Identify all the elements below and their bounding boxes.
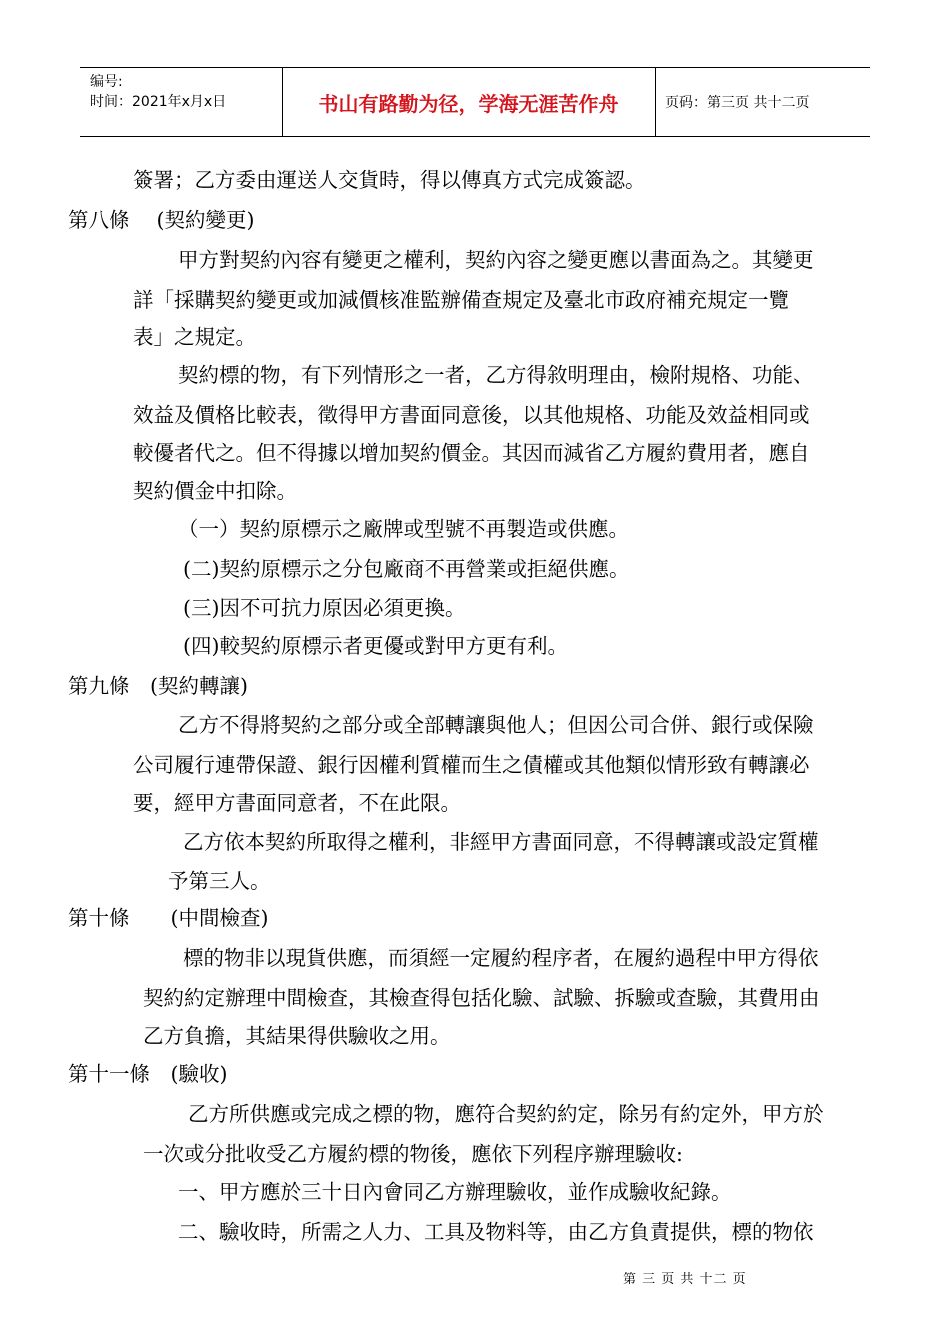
number-label: 编号: [90,74,123,90]
text-line: 詳「採購契約變更或加減價核准監辦備查規定及臺北市政府補充規定一覽 [133,288,789,312]
header-divider [655,68,656,136]
page-footer: 第 三 页 共 十二 页 [623,1272,747,1287]
article-heading: 第九條 (契約轉讓) [68,674,248,698]
text-line: 契約價金中扣除。 [133,479,297,503]
text-line: 乙方負擔，其結果得供驗收之用。 [143,1024,451,1048]
page-header [80,67,870,137]
article-heading: 第十一條 (驗收) [68,1062,228,1086]
text-line: 較優者代之。但不得據以增加契約價金。其因而減省乙方履約費用者，應自 [133,441,810,465]
article-heading: 第八條 (契約變更) [68,208,255,232]
text-line: 要，經甲方書面同意者，不在此限。 [133,791,461,815]
header-divider [282,68,283,136]
text-line: 予第三人。 [168,869,271,893]
header-page-label: 页码：第三页 共十二页 [665,95,810,111]
list-item: 一、甲方應於三十日內會同乙方辦理驗收，並作成驗收紀錄。 [178,1180,732,1204]
date-label: 时间：2021年x月x日 [90,94,227,110]
text-line: 乙方依本契約所取得之權利，非經甲方書面同意，不得轉讓或設定質權 [183,830,819,854]
list-item: (四)較契約原標示者更優或對甲方更有利。 [183,634,568,658]
text-line: 效益及價格比較表，徵得甲方書面同意後，以其他規格、功能及效益相同或 [133,403,810,427]
text-line: 公司履行連帶保證、銀行因權利質權而生之債權或其他類似情形致有轉讓必 [133,753,810,777]
text-line: 契約標的物，有下列情形之一者，乙方得敘明理由，檢附規格、功能、 [178,363,814,387]
text-line: 表」之規定。 [133,325,256,349]
text-line: 標的物非以現貨供應，而須經一定履約程序者，在履約過程中甲方得依 [183,946,819,970]
text-line: 簽署；乙方委由運送人交貨時，得以傳真方式完成簽認。 [133,168,646,192]
list-item: (二)契約原標示之分包廠商不再營業或拒絕供應。 [183,557,630,581]
list-item: 二、驗收時，所需之人力、工具及物料等，由乙方負責提供，標的物依 [178,1220,814,1244]
text-line: 契約約定辦理中間檢查，其檢查得包括化驗、試驗、拆驗或查驗，其費用由 [143,986,820,1010]
text-line: 甲方對契約內容有變更之權利，契約內容之變更應以書面為之。其變更 [178,248,814,272]
list-item: (三)因不可抗力原因必須更換。 [183,596,466,620]
article-heading: 第十條 (中間檢查) [68,906,269,930]
list-item: （一）契約原標示之廠牌或型號不再製造或供應。 [178,517,629,541]
header-meta [90,72,226,112]
text-line: 乙方所供應或完成之標的物，應符合契約約定，除另有約定外，甲方於 [188,1102,824,1126]
text-line: 乙方不得將契約之部分或全部轉讓與他人；但因公司合併、銀行或保險 [178,713,814,737]
header-motto: 书山有路勤为径，学海无涯苦作舟 [318,92,619,116]
text-line: 一次或分批收受乙方履約標的物後，應依下列程序辦理驗收: [143,1142,683,1166]
